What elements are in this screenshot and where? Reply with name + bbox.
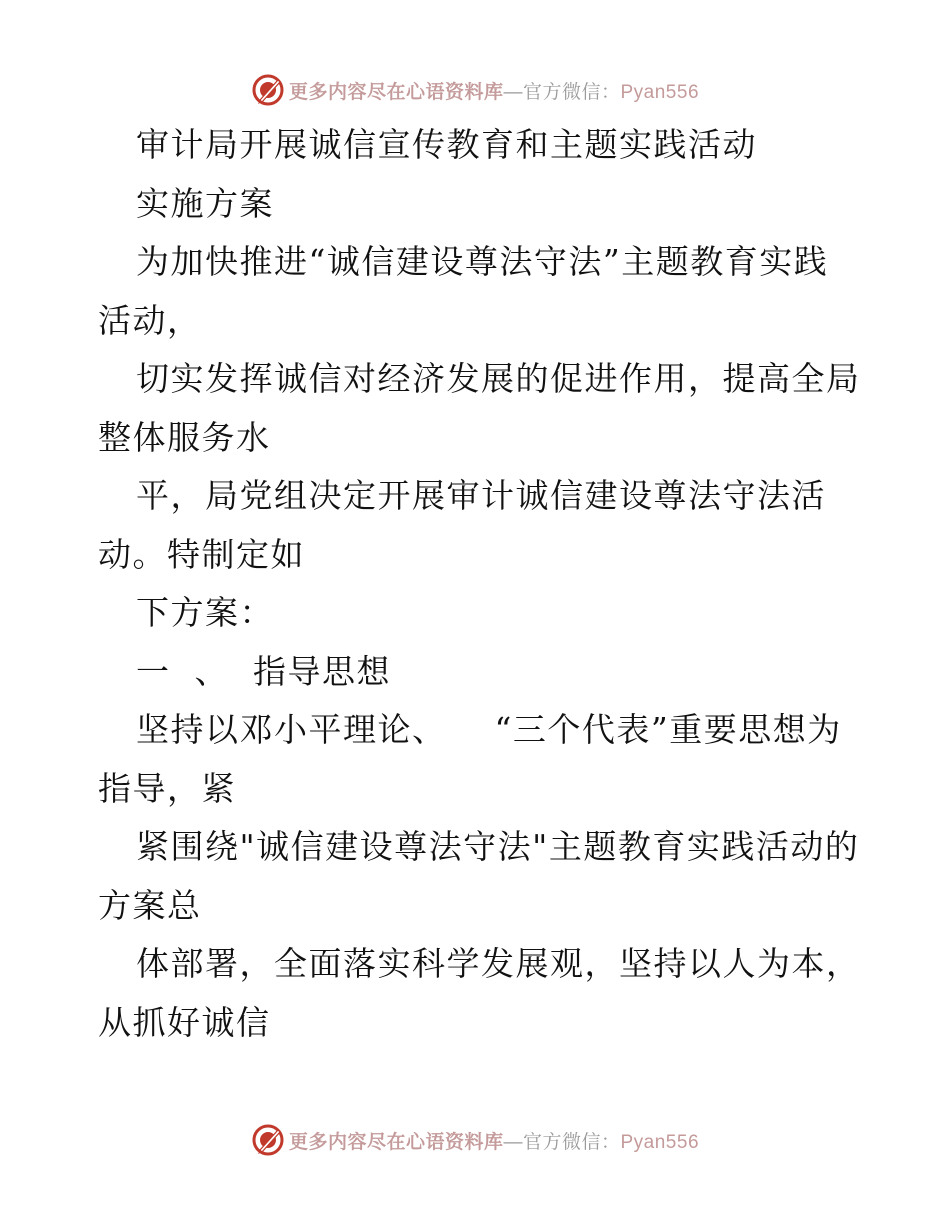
doc-line: 指导，紧 — [98, 768, 236, 808]
doc-subtitle: 实施方案 — [136, 183, 274, 223]
doc-line: 整体服务水 — [98, 417, 271, 457]
doc-title: 审计局开展诚信宣传教育和主题实践活动 — [136, 125, 757, 164]
header-banner — [0, 70, 950, 110]
document-body — [98, 116, 861, 1052]
banner-wechat-label: 官方微信： — [522, 1130, 621, 1153]
banner-text — [289, 1127, 699, 1154]
doc-line: 体部署，全面落实科学发展观，坚持以人为本， — [136, 944, 861, 983]
doc-line: 切实发挥诚信对经济发展的促进作用，提高全局 — [136, 359, 861, 398]
banner-separator: — — [503, 1131, 523, 1153]
banner-site-name: 更多内容尽在心语资料库 — [288, 1130, 504, 1153]
doc-line: 活动， — [98, 300, 202, 340]
doc-line: 紧围绕"诚信建设尊法守法"主题教育实践活动的 — [136, 827, 860, 866]
banner-site-name: 更多内容尽在心语资料库 — [288, 80, 504, 103]
doc-line: 动。特制定如 — [98, 534, 305, 574]
doc-line: 为加快推进“诚信建设尊法守法”主题教育实践 — [136, 242, 829, 281]
doc-line: 平，局党组决定开展审计诚信建设尊法守法活 — [136, 476, 826, 515]
doc-line: 下方案： — [136, 593, 274, 632]
banner-account: Pyan556 — [620, 81, 700, 103]
footer-banner — [0, 1120, 950, 1160]
doc-line: 坚持以邓小平理论、 “三个代表”重要思想为 — [136, 710, 842, 749]
doc-line: 从抓好诚信 — [98, 1002, 271, 1042]
banner-wechat-label: 官方微信： — [522, 80, 621, 103]
doc-line: 方案总 — [98, 885, 202, 925]
pen-circle-logo-icon — [251, 73, 285, 107]
banner-separator: — — [503, 81, 523, 103]
banner-text — [289, 77, 699, 104]
banner-account: Pyan556 — [620, 1131, 700, 1153]
section-heading: 一 、 指导思想 — [136, 651, 391, 691]
pen-circle-logo-icon — [251, 1123, 285, 1157]
